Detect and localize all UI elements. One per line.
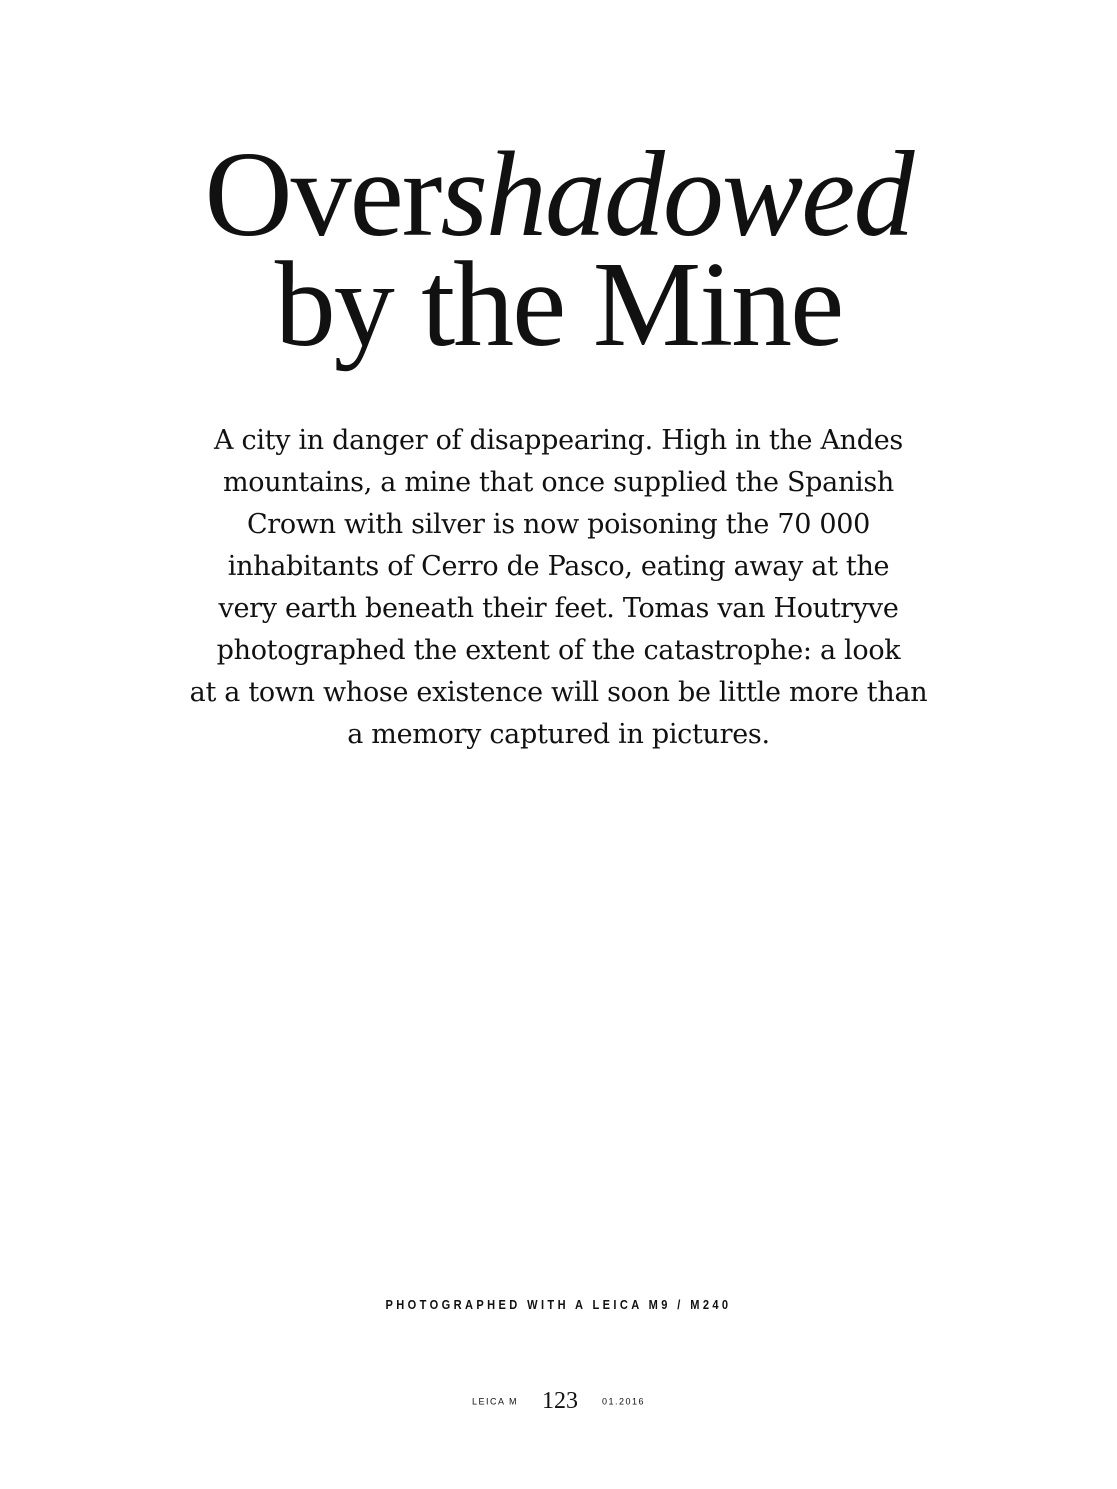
deck-line: Crown with silver is now poisoning the 70 000 [246,509,871,540]
article-deck [0,420,1117,756]
deck-line: a memory captured in pictures. [347,719,770,750]
deck-line: photographed the extent of the catastrophe: a look [216,635,901,666]
title-italic: shadowed [440,127,913,262]
deck-line: A city in danger of disappearing. High in the Andes [214,425,903,456]
article-title [0,127,1117,372]
photo-credit: PHOTOGRAPHED WITH A LEICA M9 / M240 [385,1297,732,1312]
issue-date: 01.2016 [601,1396,646,1407]
magazine-name: LEICA M [471,1396,518,1407]
page-footer [0,1388,1117,1415]
deck-line: at a town whose existence will soon be little more than [189,677,928,708]
deck-line: very earth beneath their feet. Tomas van Houtryve [218,593,899,624]
page-number: 123 [541,1388,578,1414]
title-line-2: by the Mine [274,237,843,372]
deck-line: mountains, a mine that once supplied the Spanish [222,467,895,498]
deck-line: inhabitants of Cerro de Pasco, eating away at the [227,551,890,582]
title-roman: Over [204,127,441,262]
